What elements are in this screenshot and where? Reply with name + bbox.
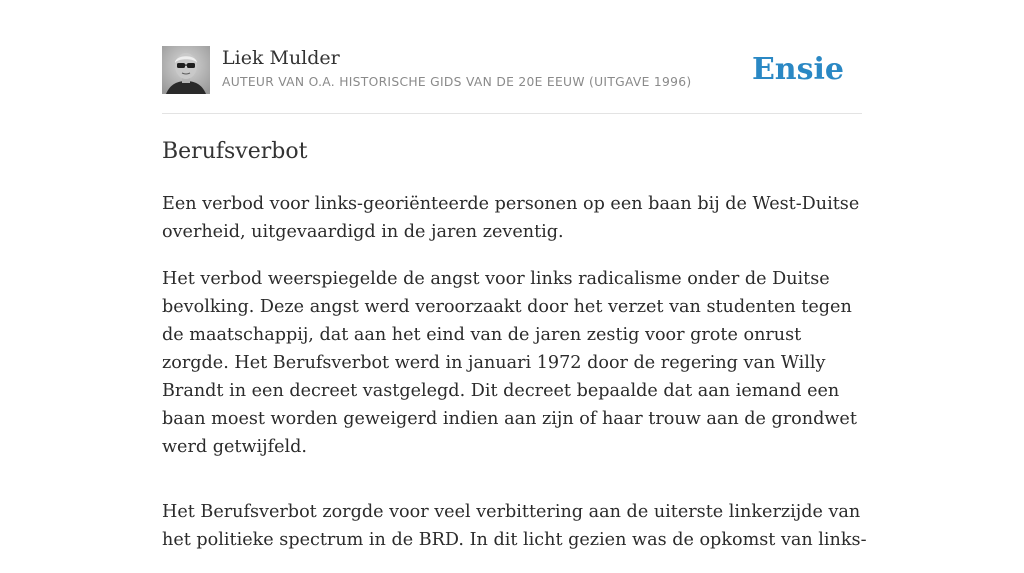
article-paragraph: Het Berufsverbot zorgde voor veel verbittering aan de uiterste linkerzijde van het politieke spectrum in de BRD. In dit licht gezien was de opkomst van links- — [162, 502, 867, 550]
article-title: Berufsverbot — [162, 139, 308, 164]
author-description: AUTEUR VAN O.A. HISTORISCHE GIDS VAN DE 20E EEUW (UITGAVE 1996) — [222, 75, 692, 89]
article-paragraph: Het verbod weerspiegelde de angst voor links radicalisme onder de Duitse bevolking. Deze angst werd veroorzaakt door het verzet van studenten tegen de maatschappij, dat aan het eind van de jaren zestig voor grote onrust zorgde. Het Berufsverbot werd in januari 1972 door de regering van Willy Brandt in een decreet vastgelegd. Dit decreet bepaalde dat aan iemand een baan moest worden geweigerd indien aan zijn of haar trouw aan de grondwet werd getwijfeld. — [162, 269, 857, 457]
author-header — [162, 46, 862, 114]
author-name[interactable]: Liek Mulder — [222, 47, 340, 69]
author-avatar[interactable] — [162, 46, 210, 94]
author-photo — [162, 46, 210, 94]
article-body — [162, 190, 867, 573]
article-paragraph: Een verbod voor links-georiënteerde personen op een baan bij de West-Duitse overheid, uitgevaardigd in de jaren zeventig. — [162, 194, 860, 242]
ensie-logo[interactable]: Ensie — [751, 52, 844, 87]
